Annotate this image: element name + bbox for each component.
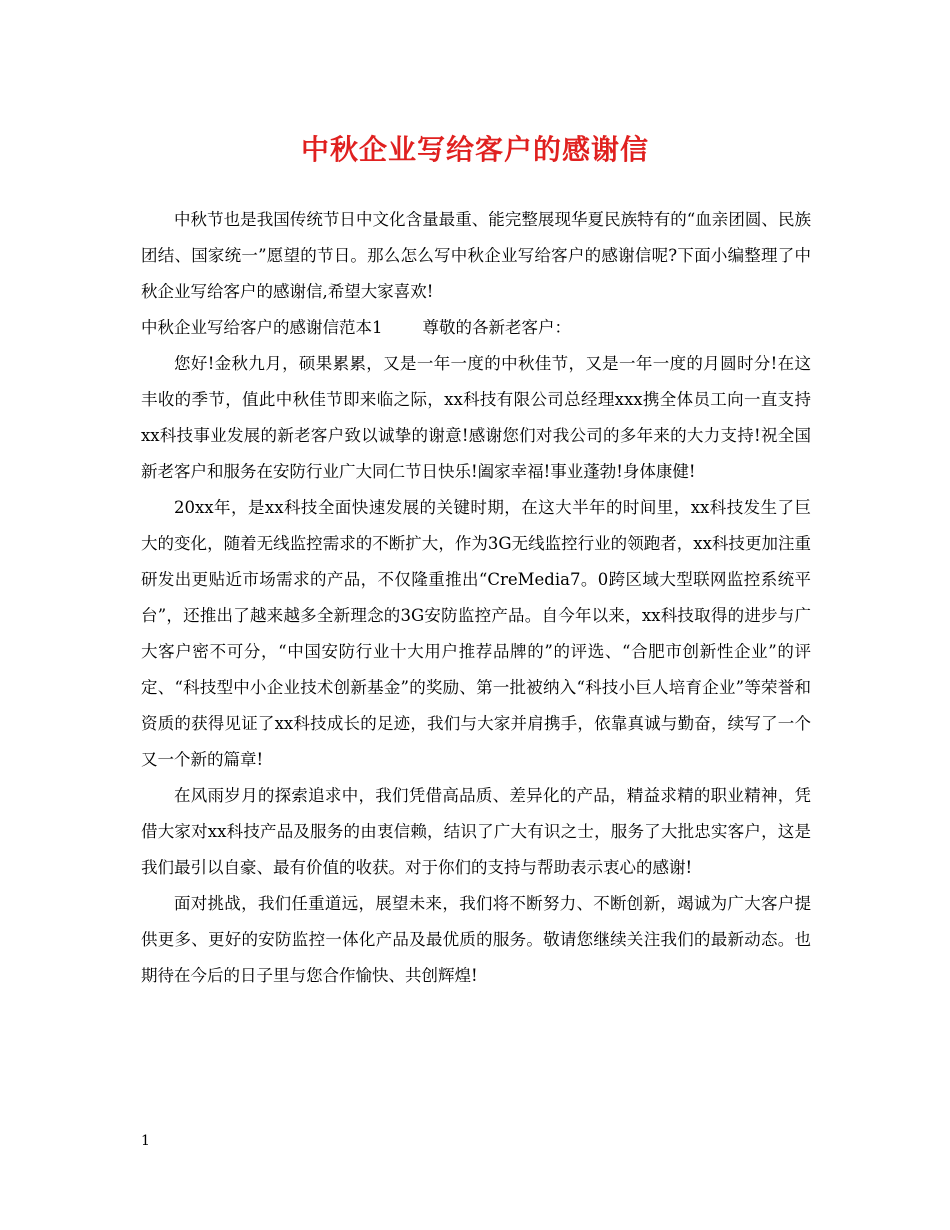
sample-heading: 中秋企业写给客户的感谢信范本1 (141, 318, 383, 337)
body-paragraph-1: 您好!金秋九月，硕果累累，又是一年一度的中秋佳节，又是一年一度的月圆时分!在这丰收的季节，值此中秋佳节即来临之际，xx科技有限公司总经理xxx携全体员工向一直支持xx科技事业发展的新老客户致以诚挚的谢意!感谢您们对我公司的多年来的大力支持!祝全国新老客户和服务在安防行业广大同仁节日快乐!阖家幸福!事业蓬勃!身体康健! (141, 354, 811, 481)
intro-paragraph: 中秋节也是我国传统节日中文化含量最重、能完整展现华夏民族特有的“血亲团圆、民族团结、国家统一”愿望的节日。那么怎么写中秋企业写给客户的感谢信呢?下面小编整理了中秋企业写给客户的感谢信,希望大家喜欢! (141, 210, 811, 301)
page-number: 1 (141, 1133, 150, 1149)
body-paragraph-2: 20xx年，是xx科技全面快速发展的关键时期，在这大半年的时间里，xx科技发生了巨大的变化，随着无线监控需求的不断扩大，作为3G无线监控行业的领跑者，xx科技更加注重研发出更贴近市场需求的产品，不仅隆重推出“CreMedia7。0跨区域大型联网监控系统平台”，还推出了越来越多全新理念的3G安防监控产品。自今年以来，xx科技取得的进步与广大客户密不可分，“中国安防行业十大用户推荐品牌的”的评选、“合肥市创新性企业”的评定、“科技型中小企业技术创新基金”的奖励、第一批被纳入“科技小巨人培育企业”等荣誉和资质的获得见证了xx科技成长的足迹，我们与大家并肩携手，依靠真诚与勤奋，续写了一个又一个新的篇章! (141, 498, 811, 769)
sample-heading-line (141, 310, 811, 346)
document-title: 中秋企业写给客户的感谢信 (300, 133, 649, 166)
salutation: 尊敬的各新老客户： (422, 318, 571, 337)
body-paragraph-4: 面对挑战，我们任重道远，展望未来，我们将不断努力、不断创新，竭诚为广大客户提供更多、更好的安防监控一体化产品及最优质的服务。敬请您继续关注我们的最新动态。也期待在今后的日子里与您合作愉快、共创辉煌! (141, 894, 811, 985)
document-body (141, 202, 811, 994)
body-paragraph-3: 在风雨岁月的探索追求中，我们凭借高品质、差异化的产品，精益求精的职业精神，凭借大家对xx科技产品及服务的由衷信赖，结识了广大有识之士，服务了大批忠实客户，这是我们最引以自豪、最有价值的收获。对于你们的支持与帮助表示衷心的感谢! (141, 786, 811, 877)
